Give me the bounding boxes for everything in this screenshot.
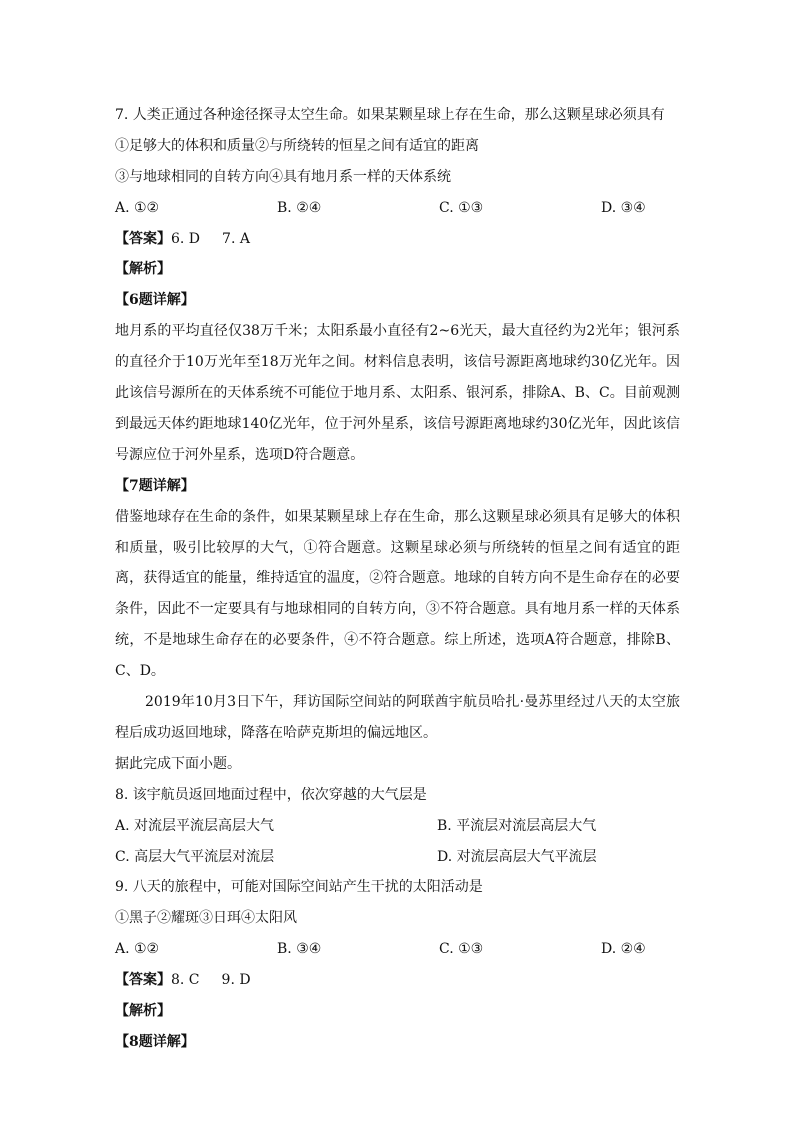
option-b: B. ②④: [277, 199, 322, 216]
question-8-options-row-1: [115, 811, 680, 842]
question-9-statements: ①黑子②耀斑③日珥④太阳风: [115, 910, 297, 927]
answer-line-2: [115, 965, 680, 996]
answer-label: 【答案】: [115, 230, 171, 247]
question-7-statements-1: ①足够大的体积和质量②与所绕转的恒星之间有适宜的距离: [115, 137, 479, 154]
analysis-heading-1: 【解析】: [115, 261, 171, 278]
material-paragraph: 2019年10月3日下午，拜访国际空间站的阿联酋宇航员哈扎·曼苏里经过八天的太空旅程后成功返回地球，降落在哈萨克斯坦的偏远地区。: [115, 694, 680, 741]
answer-7: 7. A: [222, 230, 250, 247]
question-9-options: [115, 934, 680, 965]
option-b: B. ③④: [277, 941, 322, 958]
answer-label: 【答案】: [115, 972, 171, 989]
option-a: A. ①②: [115, 199, 160, 216]
option-c: C. ①③: [439, 941, 484, 958]
question-8-detail-heading: 【8题详解】: [115, 1033, 195, 1050]
option-c: C. ①③: [439, 199, 484, 216]
question-9-stem: 9. 八天的旅程中，可能对国际空间站产生干扰的太阳活动是: [115, 879, 483, 896]
answer-8: 8. C: [171, 972, 200, 989]
question-6-detail-heading: 【6题详解】: [115, 292, 195, 309]
option-a: A. ①②: [115, 941, 160, 958]
question-8-stem: 8. 该宇航员返回地面过程中，依次穿越的大气层是: [115, 786, 427, 803]
option-d: D. ②④: [601, 941, 646, 958]
analysis-heading-2: 【解析】: [115, 1003, 171, 1020]
question-7-statements-2: ③与地球相同的自转方向④具有地月系一样的天体系统: [115, 168, 451, 185]
answer-6: 6. D: [171, 230, 201, 247]
option-a: A. 对流层平流层高层大气: [115, 817, 275, 834]
option-c: C. 高层大气平流层对流层: [115, 848, 275, 865]
option-b: B. 平流层对流层高层大气: [437, 817, 597, 834]
question-7-stem: 7. 人类正通过各种途径探寻太空生命。如果某颗星球上存在生命，那么这颗星球必须具有: [115, 107, 665, 123]
answer-9: 9. D: [221, 972, 251, 989]
question-8-options-row-2: [115, 842, 680, 873]
option-d: D. ③④: [601, 199, 646, 216]
material-instruction: 据此完成下面小题。: [115, 755, 241, 772]
question-7-detail-text: 借鉴地球存在生命的条件，如果某颗星球上存在生命，那么这颗星球必须具有足够大的体积和质量，吸引比较厚的大气，①符合题意。这颗星球必须与所绕转的恒星之间有适宜的距离，获得适宜的能量，维持适宜的温度，②符合题意。地球的自转方向不是生命存在的必要条件，因此不一定要具有与地球相同的自转方向，③不符合题意。具有地月系一样的天体系统，不是地球生命存在的必要条件，④不符合题意。综上所述，选项A符合题意，排除B、C、D。: [115, 508, 680, 680]
question-7-options: [115, 193, 680, 224]
option-d: D. 对流层高层大气平流层: [437, 848, 597, 865]
question-7-detail-heading: 【7题详解】: [115, 477, 195, 494]
question-6-detail-text: 地月系的平均直径仅38万千米；太阳系最小直径有2~6光天，最大直径约为2光年；银河系的直径介于10万光年至18万光年之间。材料信息表明，该信号源距离地球约30亿光年。因此该信号源所在的天体系统不可能位于地月系、太阳系、银河系，排除A、B、C。目前观测到最远天体约距地球140亿光年，位于河外星系，该信号源距离地球约30亿光年，因此该信号源应位于河外星系，选项D符合题意。: [115, 323, 680, 463]
answer-line-1: [115, 224, 680, 255]
page-content: [115, 100, 680, 1058]
